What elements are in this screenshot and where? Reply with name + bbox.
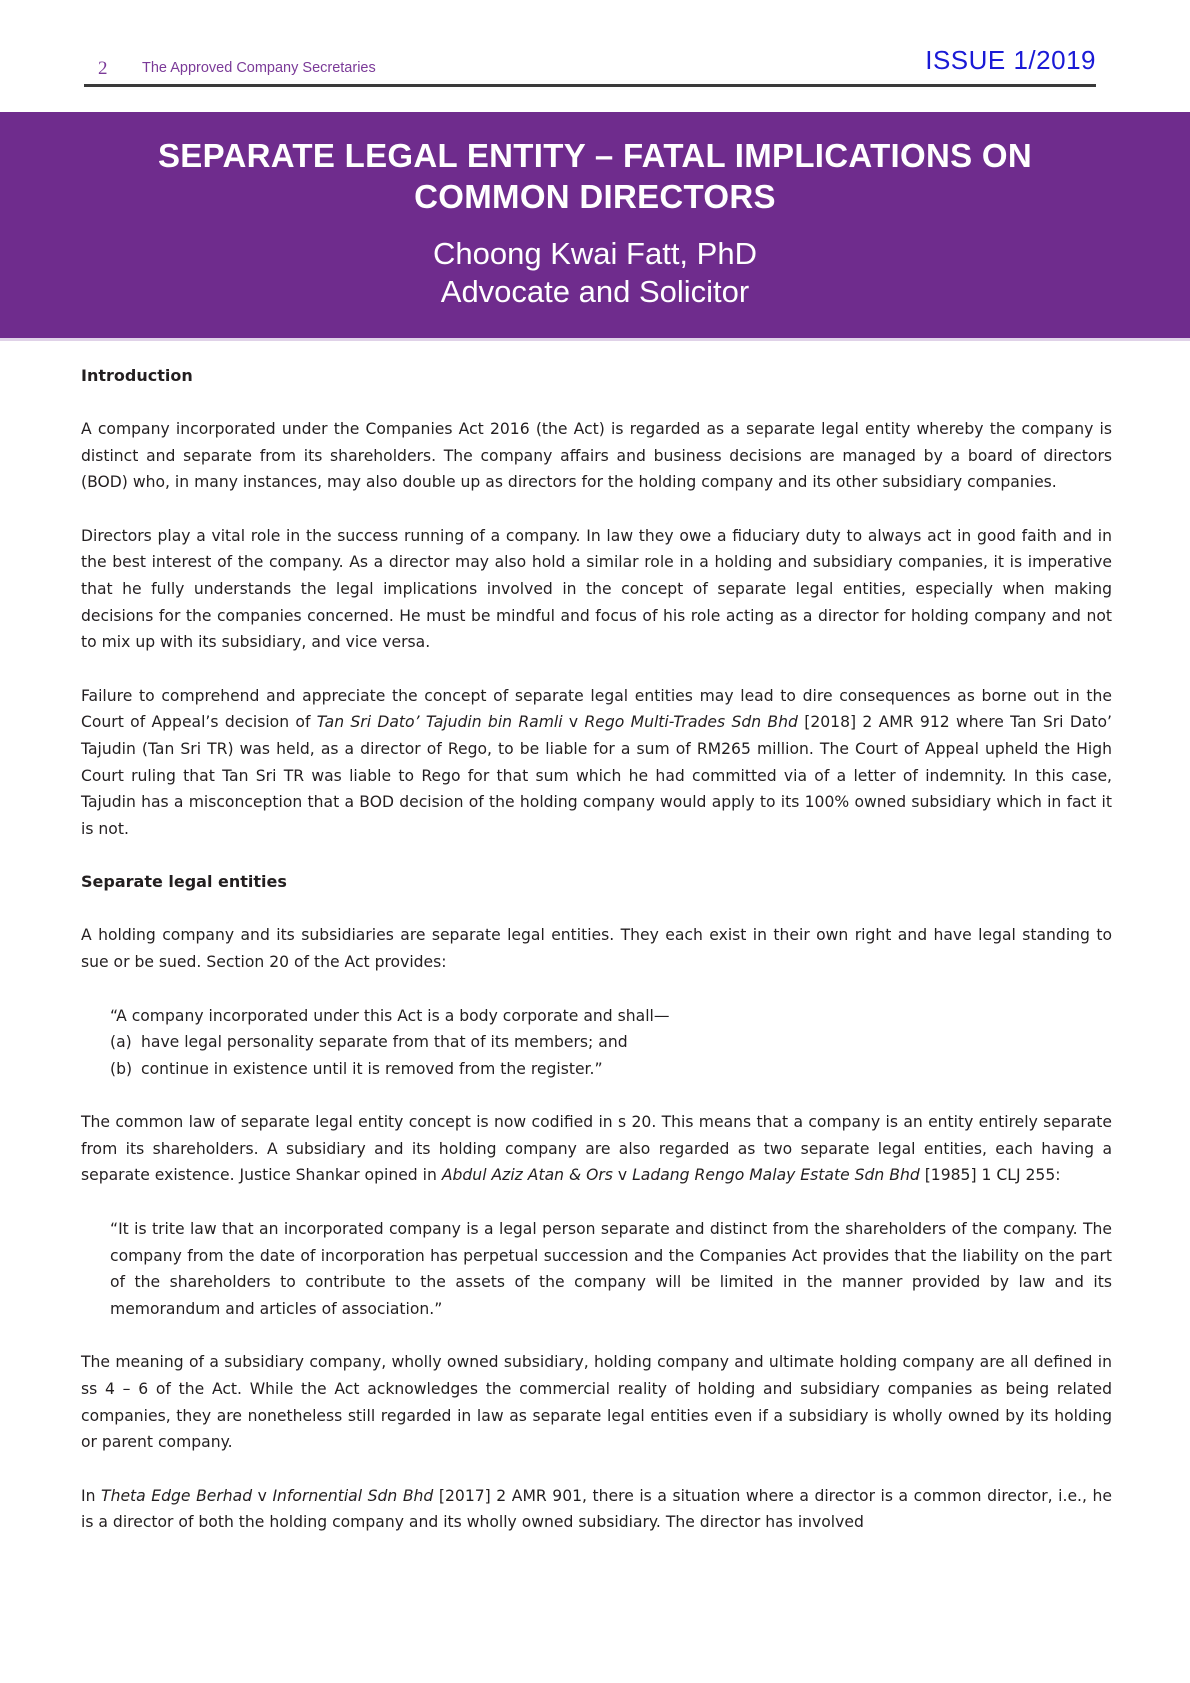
case-name: Ladang Rengo Malay Estate Sdn Bhd — [632, 1166, 920, 1185]
running-header — [84, 44, 1096, 87]
paragraph: Failure to comprehend and appreciate the concept of separate legal entities may lead to dire consequences as borne out in the Court of Appeal’s decision of Tan Sri Dato’ Tajudin bin Ramli v Rego Multi-Trades Sdn Bhd [2018] 2 AMR 912 where Tan Sri Dato’ Tajudin (Tan Sri TR) was held, as a director of Rego, to be liable for a sum of RM265 million. The Court of Appeal upheld the High Court ruling that Tan Sri TR was liable to Rego for that sum which he had committed via of a letter of indemnity. In this case, Tajudin has a misconception that a BOD decision of the holding company would apply to its 100% owned subsidiary which in fact it is not. — [81, 686, 1112, 838]
article-body — [81, 363, 1112, 1536]
judicial-quote: “It is trite law that an incorporated company is a legal person separate and distinct from the shareholders of the company. The company from the date of incorporation has perpetual succession and the Companies Act provides that the liability on the part of the shareholders to contribute to the assets of the company will be limited in the manner provided by law and its memorandum and articles of association.” — [110, 1220, 1112, 1318]
statute-quote — [81, 1003, 1112, 1083]
quote-item: (a) have legal personality separate from that of its members; and — [110, 1033, 628, 1052]
title-line-2: COMMON DIRECTORS — [414, 178, 776, 215]
quote-item: (b) continue in existence until it is removed from the register.” — [110, 1059, 603, 1078]
case-name: Rego Multi-Trades Sdn Bhd — [584, 713, 798, 732]
author-title: Advocate and Solicitor — [440, 274, 750, 309]
paragraph: A company incorporated under the Companies Act 2016 (the Act) is regarded as a separate legal entity whereby the company is distinct and separate from its shareholders. The company affairs and business decisions are managed by a board of directors (BOD) who, in many instances, may also double up as directors for the holding company and its other subsidiary companies. — [81, 420, 1112, 492]
title-line-1: SEPARATE LEGAL ENTITY – FATAL IMPLICATIONS ON — [158, 137, 1032, 174]
paragraph: In Theta Edge Berhad v Infornential Sdn Bhd [2017] 2 AMR 901, there is a situation where a director is a common director, i.e., he is a director of both the holding company and its wholly owned subsidiary. The director has involved — [81, 1486, 1112, 1532]
author-name: Choong Kwai Fatt, PhD — [433, 236, 757, 271]
article-title — [0, 135, 1190, 217]
page-number: 2 — [98, 58, 108, 79]
section-heading-introduction: Introduction — [81, 366, 193, 385]
title-banner — [0, 112, 1190, 341]
case-name: Abdul Aziz Atan & Ors — [441, 1166, 613, 1185]
paragraph: The common law of separate legal entity concept is now codified in s 20. This means that a company is an entity entirely separate from its shareholders. A subsidiary and its holding company are also regarded as two separate legal entities, each having a separate existence. Justice Shankar opined in Abdul Aziz Atan & Ors v Ladang Rengo Malay Estate Sdn Bhd [1985] 1 CLJ 255: — [81, 1113, 1112, 1185]
issue-label: ISSUE 1/2019 — [925, 45, 1096, 75]
paragraph: A holding company and its subsidiaries are separate legal entities. They each exist in their own right and have legal standing to sue or be sued. Section 20 of the Act provides: — [81, 926, 1112, 971]
quote-intro: “A company incorporated under this Act is a body corporate and shall— — [110, 1006, 670, 1025]
paragraph: The meaning of a subsidiary company, wholly owned subsidiary, holding company and ultimate holding company are all defined in ss 4 – 6 of the Act. While the Act acknowledges the commercial reality of holding and subsidiary companies as being related companies, they are nonetheless still regarded in law as separate legal entities even if a subsidiary is wholly owned by its holding or parent company. — [81, 1353, 1112, 1452]
case-name: Theta Edge Berhad — [101, 1486, 253, 1505]
publication-name: The Approved Company Secretaries — [142, 60, 376, 76]
paragraph: Directors play a vital role in the success running of a company. In law they owe a fiduciary duty to always act in good faith and in the best interest of the company. As a director may also hold a similar role in a holding and subsidiary companies, it is imperative that he fully understands the legal implications involved in the concept of separate legal entities, especially when making decisions for the companies concerned. He must be mindful and focus of his role acting as a director for holding company and not to mix up with its subsidiary, and vice versa. — [81, 526, 1112, 652]
case-name: Tan Sri Dato’ Tajudin bin Ramli — [316, 713, 563, 732]
author-block — [0, 235, 1190, 311]
section-heading-separate-legal-entities: Separate legal entities — [81, 872, 287, 892]
case-name: Infornential Sdn Bhd — [272, 1486, 434, 1505]
